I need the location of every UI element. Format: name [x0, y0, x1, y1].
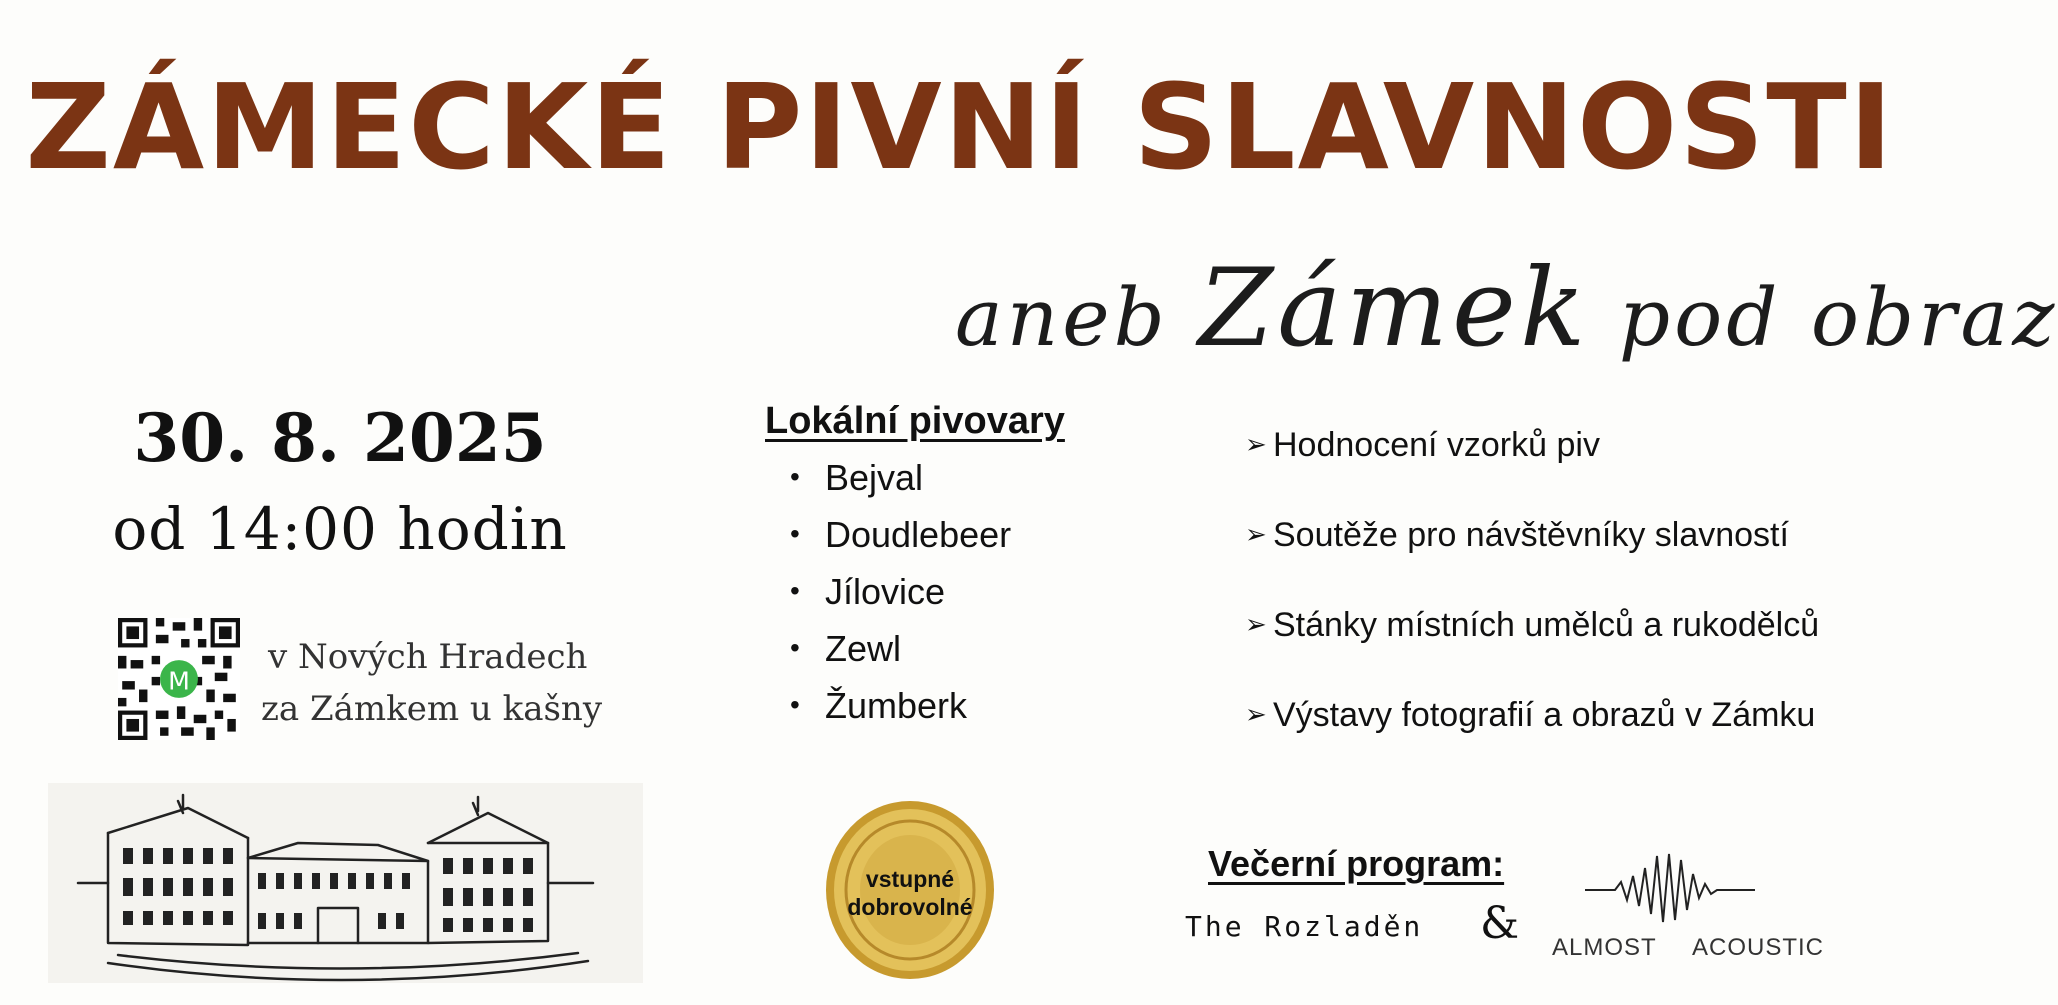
event-time: od 14:00 hodin — [112, 495, 568, 563]
brewery-name: Doudlebeer — [825, 514, 1012, 555]
list-item — [790, 571, 1011, 631]
activity-text: Hodnocení vzorků piv — [1273, 426, 1600, 464]
arrow-bullet-icon: ➢ — [1245, 699, 1267, 729]
list-item — [790, 685, 1011, 745]
list-item — [790, 457, 1011, 517]
activity-text: Výstavy fotografií a obrazů v Zámku — [1273, 696, 1816, 734]
bullet-icon: • — [790, 689, 800, 720]
brewery-name: Žumberk — [825, 685, 968, 726]
list-item — [1245, 428, 1819, 518]
subtitle-main: Zámek — [1198, 246, 1590, 371]
band-almost-acoustic-left: ALMOST — [1552, 934, 1657, 961]
brewery-list — [790, 457, 1012, 745]
arrow-bullet-icon: ➢ — [1245, 519, 1267, 549]
entry-line-2: dobrovolné — [847, 894, 973, 920]
brewery-name: Zewl — [825, 628, 902, 669]
bullet-icon: • — [790, 575, 800, 606]
arrow-bullet-icon: ➢ — [1245, 429, 1267, 459]
ampersand: & — [1480, 898, 1520, 949]
subtitle-post: pod obraz — [1618, 271, 2058, 364]
activity-list — [1245, 428, 1819, 788]
soundwave-logo-icon — [1585, 850, 1755, 930]
qr-badge-letter: M — [168, 666, 190, 696]
list-item — [790, 628, 1011, 688]
brewery-name: Bejval — [825, 457, 924, 498]
brewery-name: Jílovice — [825, 571, 946, 612]
event-date: 30. 8. 2025 — [133, 399, 547, 477]
evening-program-title: Večerní program: — [1208, 843, 1505, 884]
location-line-1: v Nových Hradech — [268, 637, 588, 677]
bullet-icon: • — [790, 518, 800, 549]
entry-line-1: vstupné — [865, 866, 955, 892]
qr-code-icon[interactable] — [118, 618, 240, 740]
list-item — [1245, 698, 1819, 788]
bullet-icon: • — [790, 632, 800, 663]
activity-text: Soutěže pro návštěvníky slavností — [1273, 516, 1789, 554]
band-the-rozladen: The Rozladěn — [1185, 910, 1424, 943]
event-title: ZÁMECKÉ PIVNÍ SLAVNOSTI — [25, 58, 1895, 196]
band-almost-acoustic-right: ACOUSTIC — [1692, 934, 1825, 961]
event-subtitle — [955, 246, 2058, 371]
location-line-2: za Zámkem u kašny — [261, 689, 603, 729]
list-item — [1245, 608, 1819, 698]
list-item — [790, 514, 1012, 574]
list-item — [1245, 518, 1819, 608]
subtitle-pre: aneb — [955, 271, 1169, 364]
arrow-bullet-icon: ➢ — [1245, 609, 1267, 639]
bullet-icon: • — [790, 461, 800, 492]
castle-illustration — [48, 783, 643, 983]
breweries-title: Lokální pivovary — [765, 400, 1065, 442]
activity-text: Stánky místních umělců a rukodělců — [1273, 606, 1820, 644]
